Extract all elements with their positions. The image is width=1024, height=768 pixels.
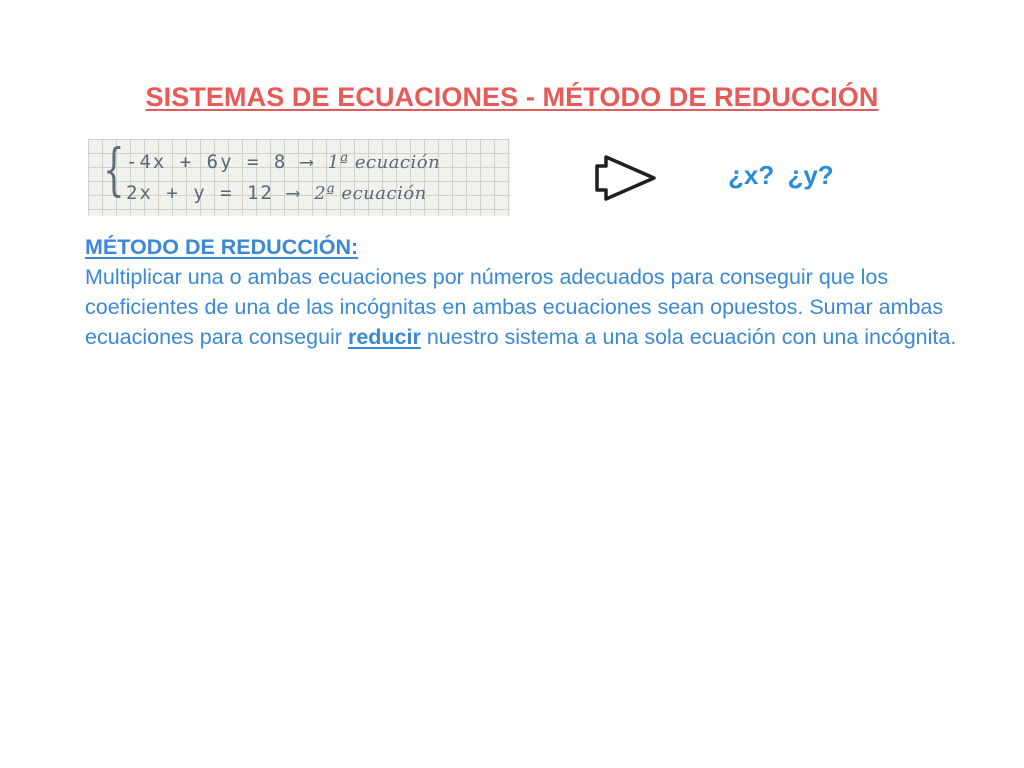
equation-1-arrow: ⟶ — [300, 151, 315, 173]
unknowns-label: ¿x? ¿y? — [728, 160, 834, 190]
equation-2-arrow: ⟶ — [287, 182, 301, 204]
equation-1-expression: -4x + 6y = 8 — [126, 151, 288, 173]
handwritten-equations-image — [88, 139, 510, 216]
page-title: SISTEMAS DE ECUACIONES - MÉTODO DE REDUCCIÓN — [145, 82, 879, 112]
equation-1-label: 1ª ecuación — [327, 152, 441, 173]
method-heading: MÉTODO DE REDUCCIÓN: — [85, 235, 359, 259]
left-brace-icon: { — [103, 139, 125, 203]
equation-2-label: 2ª ecuación — [314, 183, 427, 204]
arrow-right-outline-icon — [594, 154, 660, 204]
method-paragraph — [85, 262, 965, 352]
method-description — [85, 232, 965, 352]
method-text-part-1: Multiplicar una o ambas ecuaciones por números adecuados para conseguir que los coeficientes de una de las incógnitas en ambas ecuaciones sean opuestos. Sumar ambas ecuaciones para conseguir — [85, 265, 944, 349]
method-text-part-2: nuestro sistema a una sola ecuación con una incógnita. — [420, 325, 957, 349]
emphasis-word: reducir — [347, 325, 421, 349]
equation-line-1 — [126, 151, 440, 173]
equation-line-2 — [126, 182, 427, 204]
equation-2-expression: 2x + y = 12 — [126, 182, 274, 204]
